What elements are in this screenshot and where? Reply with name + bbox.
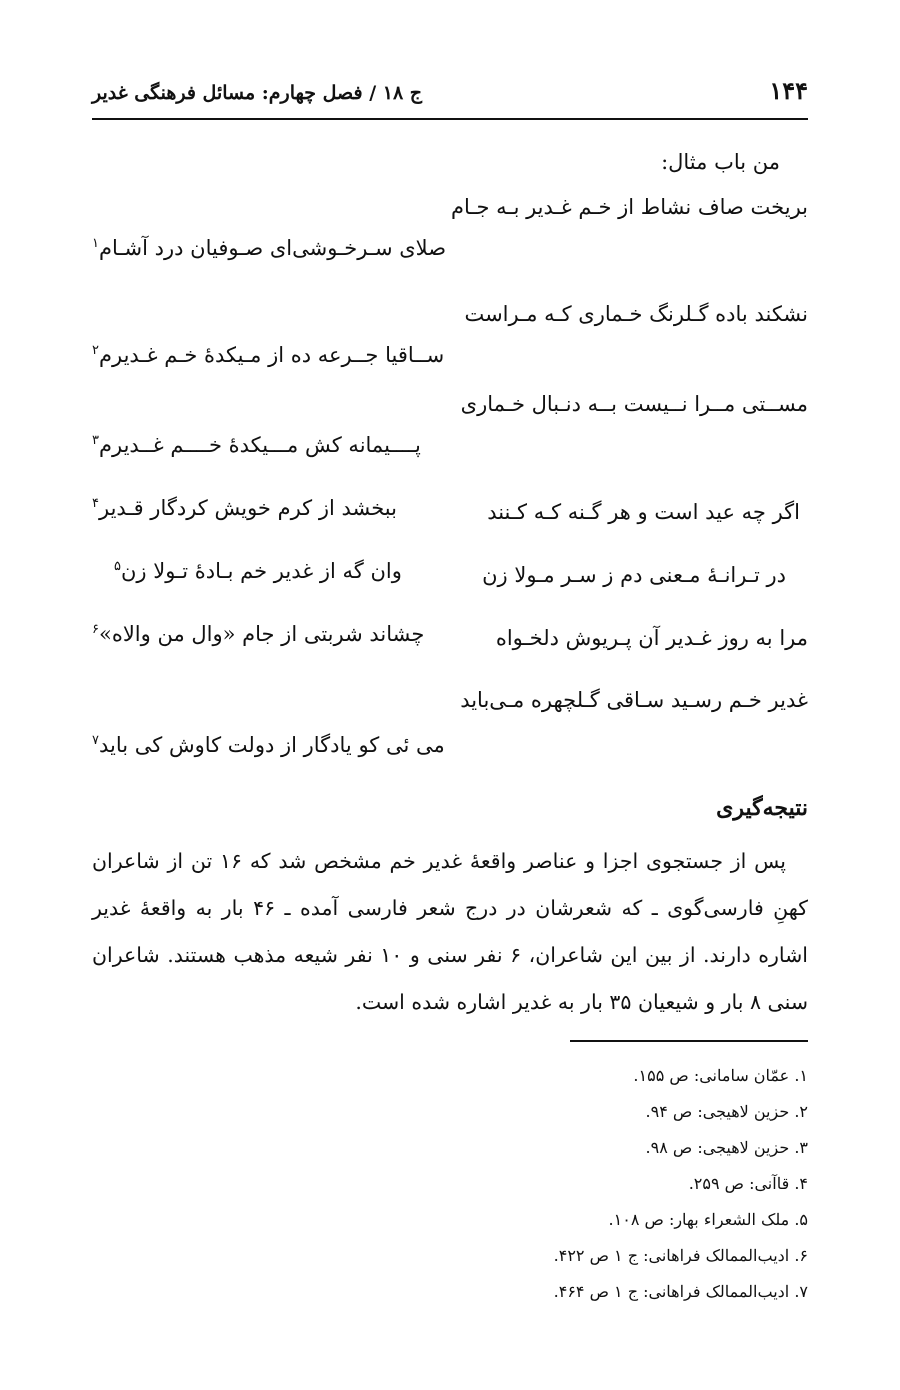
page-number: ۱۴۴ [769,76,808,105]
intro-text: من باب مثال: [661,150,780,174]
verse-line: ســاقیا جــرعه ده از مـیکدۀ خـم غـدیرم$^۲$ [92,343,445,367]
verse-hemistich-right: در تـرانـۀ مـعنی دم ز سـر مـولا زن [482,563,786,587]
footnote-item: ۱. عمّان سامانی: ص ۱۵۵. [633,1066,808,1085]
running-title: ج ۱۸ / فصل چهارم: مسائل فرهنگی غدیر [92,82,423,104]
verse-hemistich-right: اگر چه عید است و هر گـنه کـه کـنند [487,500,800,524]
footnote-ref: ۱ [92,236,99,251]
footnote-list [554,1058,808,1310]
section-heading: نتیجه‌گیری [716,795,808,821]
verse-hemistich-right: مرا به روز غـدیر آن پـریوش دلخـواه [495,626,808,650]
footnote-ref: ۵ [114,559,121,574]
verse-hemistich-left: چشاند شربتی از جام «وال من والاه»$^۶$ [92,622,425,646]
footnote-divider [570,1040,808,1042]
verse-line: بریخت صاف نشاط از خـم غـدیر بـه جـام [450,195,808,219]
footnote-item: ۶. ادیب‌الممالک فراهانی: ج ۱ ص ۴۲۲. [553,1246,808,1265]
conclusion-paragraph: پس از جستجوی اجزا و عناصر واقعۀ غدیر خم مشخص شد که ۱۶ تن از شاعران کهنِ فارسی‌گوی ـ که شعرشان در درج شعر فارسی آمده ـ ۴۶ بار به واقعۀ غدیر اشاره دارند. از بین این شاعران، ۶ نفر سنی و ۱۰ نفر شیعه مذهب هستند. شاعران سنی ۸ بار و شیعیان ۳۵ بار به غدیر اشاره شده است. [92,849,809,1014]
footnote-ref: ۶ [92,622,99,637]
footnote-item: ۲. حزین لاهیجی: ص ۹۴. [645,1102,808,1121]
header-divider [92,118,808,120]
footnote-ref: ۳ [92,433,99,448]
footnote-item: ۳. حزین لاهیجی: ص ۹۸. [645,1138,808,1157]
footnote-item: ۵. ملک الشعراء بهار: ص ۱۰۸. [608,1210,808,1229]
verse-line: پــــیمانه کش مـــیکدۀ خــــم غــدیرم$^۳$ [92,433,421,457]
footnote-item: ۷. ادیب‌الممالک فراهانی: ج ۱ ص ۴۶۴. [553,1282,808,1301]
verse-hemistich-left: ببخشد از کرم خویش کردگار قـدیر$^۴$ [92,496,397,520]
verse-line: مســتی مــرا نــیست بــه دنـبال خـماری [460,392,808,416]
footnote-ref: ۷ [92,733,99,748]
verse-line: صلای سـرخـوشی‌ای صـوفیان درد آشـام$^۱$ [92,236,447,260]
footnote-item: ۴. قاآنی: ص ۲۵۹. [688,1174,808,1193]
verse-line: می ئی کو یادگار از دولت کاوش کی باید$^۷$ [92,733,445,757]
verse-hemistich-left: وان گه از غدیر خم بـادۀ تـولا زن$^۵$ [114,559,402,583]
book-page [92,0,808,1390]
footnote-ref: ۴ [92,496,99,511]
page-header [92,70,808,114]
footnote-ref: ۲ [92,343,99,358]
verse-line: نشکند باده گـلرنگ خـماری کـه مـراست [464,302,808,326]
verse-line: غدیر خـم رسـید سـاقی گـلچهره مـی‌باید [460,688,808,712]
